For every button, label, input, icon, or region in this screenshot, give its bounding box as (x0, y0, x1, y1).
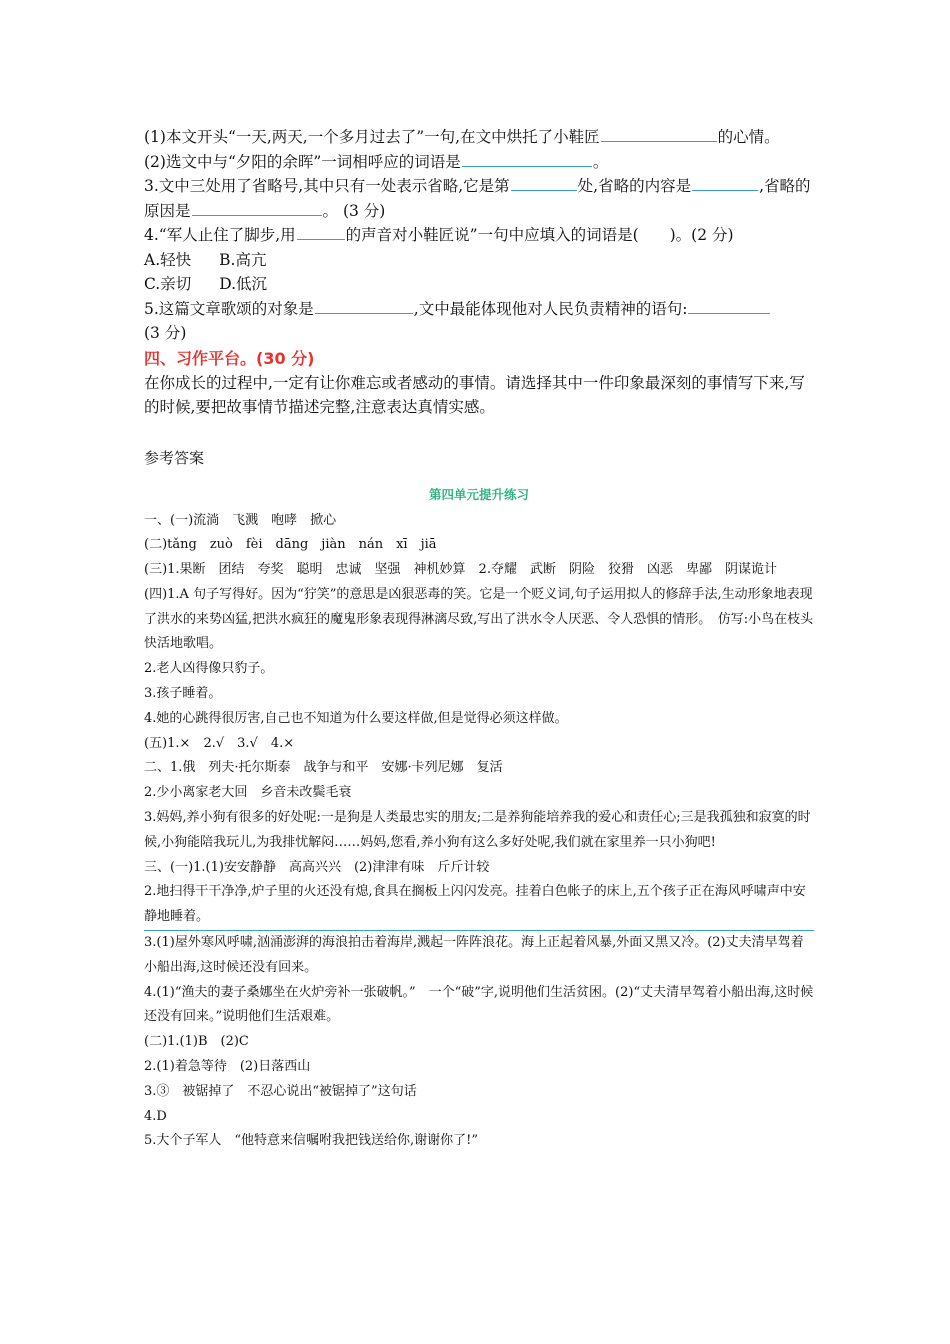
question-text: ,文中最能体现他对人民负责精神的语句: (413, 299, 688, 318)
answer-line: (二)1.(1)B (2)C (144, 1034, 249, 1050)
question-text: 3.文中三处用了省略号,其中只有一处表示省略,它是第 (144, 177, 510, 195)
answer-line: 3.(1)屋外寒风呼啸,汹涌澎湃的海浪拍击着海岸,溅起一阵阵浪花。海上正起着风暴,外面又黑又冷。(2)丈夫清早驾着小船出海,这时候还没有回来。 (144, 935, 804, 975)
option-c[interactable]: C.亲切 (144, 275, 192, 293)
answer-blank[interactable] (688, 298, 770, 314)
answer-blank[interactable] (511, 175, 577, 191)
question-text: (2)选文中与“夕阳的余晖”一词相呼应的词语是 (144, 152, 461, 171)
question-text: 。 (3 分) (322, 201, 386, 220)
answer-line: 一、(一)流淌 飞溅 咆哮 掀心 (144, 512, 337, 528)
answer-line: 2.老人凶得像只豹子。 (144, 661, 274, 677)
question-text: 5.这篇文章歌颂的对象是 (144, 299, 314, 318)
answer-line: 二、1.俄 列夫·托尔斯泰 战争与和平 安娜·卡列尼娜 复活 (144, 760, 503, 776)
answer-line: 2.少小离家老大回 乡音未改鬓毛衰 (144, 785, 352, 801)
document-page (144, 125, 814, 1154)
option-a[interactable]: A.轻快 (144, 250, 192, 269)
answer-blank[interactable] (601, 126, 717, 142)
answer-line: 3.妈妈,养小狗有很多的好处呢:一是狗是人类最忠实的朋友;二是养狗能培养我的爱心和责任心;三是我孤独和寂寞的时候,小狗能陪我玩儿,为我排忧解闷……妈妈,您看,养小狗有这么多好处呢,我们就在家里养一只小狗吧! (144, 810, 811, 850)
answer-blank[interactable] (297, 224, 345, 240)
question-1b (144, 150, 814, 175)
section-4-body: 在你成长的过程中,一定有让你难忘或者感动的事情。请选择其中一件印象最深刻的事情写下来,写的时候,要把故事情节描述完整,注意表达真情实感。 (144, 373, 805, 416)
answer-line: 三、(一)1.(1)安安静静 高高兴兴 (2)津津有味 斤斤计较 (144, 859, 490, 875)
option-b[interactable]: B.高亢 (219, 250, 267, 269)
answer-line: (五)1.× 2.√ 3.√ 4.× (144, 735, 295, 751)
answer-title: 第四单元提升练习 (428, 486, 529, 502)
answer-heading: 参考答案 (144, 448, 205, 467)
question-text: ,省略的原因是 (144, 177, 811, 220)
question-4-options-1 (144, 248, 814, 273)
answer-blank[interactable] (192, 200, 322, 216)
answer-line: 4.D (144, 1108, 167, 1124)
question-5-score (144, 321, 814, 346)
question-text: 。 (592, 152, 609, 171)
answer-blank[interactable] (315, 298, 413, 314)
answer-line: 4.她的心跳得很厉害,自己也不知道为什么要这样做,但是觉得必须这样做。 (144, 710, 568, 726)
question-text: 处,省略的内容是 (577, 177, 692, 195)
answer-line: (二)tǎng zuò fèi dāng jiàn nán xī jiā (144, 537, 437, 553)
question-text: 4.“军人止住了脚步,用 (144, 226, 296, 244)
answer-list (144, 509, 814, 1155)
score-text: (3 分) (144, 324, 187, 342)
option-d[interactable]: D.低沉 (219, 275, 268, 293)
question-3 (144, 174, 814, 223)
question-text: 的声音对小鞋匠说”一句中应填入的词语是( )。(2 分) (345, 226, 734, 244)
question-text: 的心情。 (717, 128, 780, 146)
question-1a (144, 125, 814, 150)
question-4 (144, 223, 814, 248)
answer-blank[interactable] (692, 175, 758, 191)
answer-line: 2.(1)着急等待 (2)日落西山 (144, 1059, 311, 1075)
question-4-options-2 (144, 272, 814, 297)
answer-line: (四)1.A 句子写得好。因为“狞笑”的意思是凶狠恶毒的笑。它是一个贬义词,句子运用拟人的修辞手法,生动形象地表现了洪水的来势凶猛,把洪水疯狂的魔鬼形象表现得淋漓尽致,写出了洪水令人厌恶、令人恐惧的情形。 仿写:小鸟在枝头快活地歌唱。 (144, 586, 814, 652)
question-text: (1)本文开头“一天,两天,一个多月过去了”一句,在文中烘托了小鞋匠 (144, 128, 600, 146)
answer-line: 3.③ 被锯掉了 不忍心说出“被锯掉了”这句话 (144, 1083, 417, 1099)
section-4-title: 四、习作平台。(30 分) (144, 348, 315, 368)
question-5 (144, 297, 814, 322)
answer-line: 5.大个子军人 “他特意来信嘱咐我把钱送给你,谢谢你了!” (144, 1133, 479, 1149)
answer-line: (三)1.果断 团结 夸奖 聪明 忠诚 坚强 神机妙算 2.夺耀 武断 阴险 狡猾 凶恶 卑鄙 阴谋诡计 (144, 562, 777, 578)
answer-line-highlighted: 2.地扫得干干净净,炉子里的火还没有熄,食具在搁板上闪闪发亮。挂着白色帐子的床上,五个孩子正在海风呼啸声中安静地睡着。 (144, 880, 814, 931)
answer-line: 4.(1)“渔夫的妻子桑娜坐在火炉旁补一张破帆。” 一个“破”字,说明他们生活贫困。(2)“丈夫清早驾着小船出海,这时候还没有回来。”说明他们生活艰难。 (144, 984, 814, 1025)
answer-blank[interactable] (462, 151, 592, 167)
answer-line: 3.孩子睡着。 (144, 686, 222, 702)
